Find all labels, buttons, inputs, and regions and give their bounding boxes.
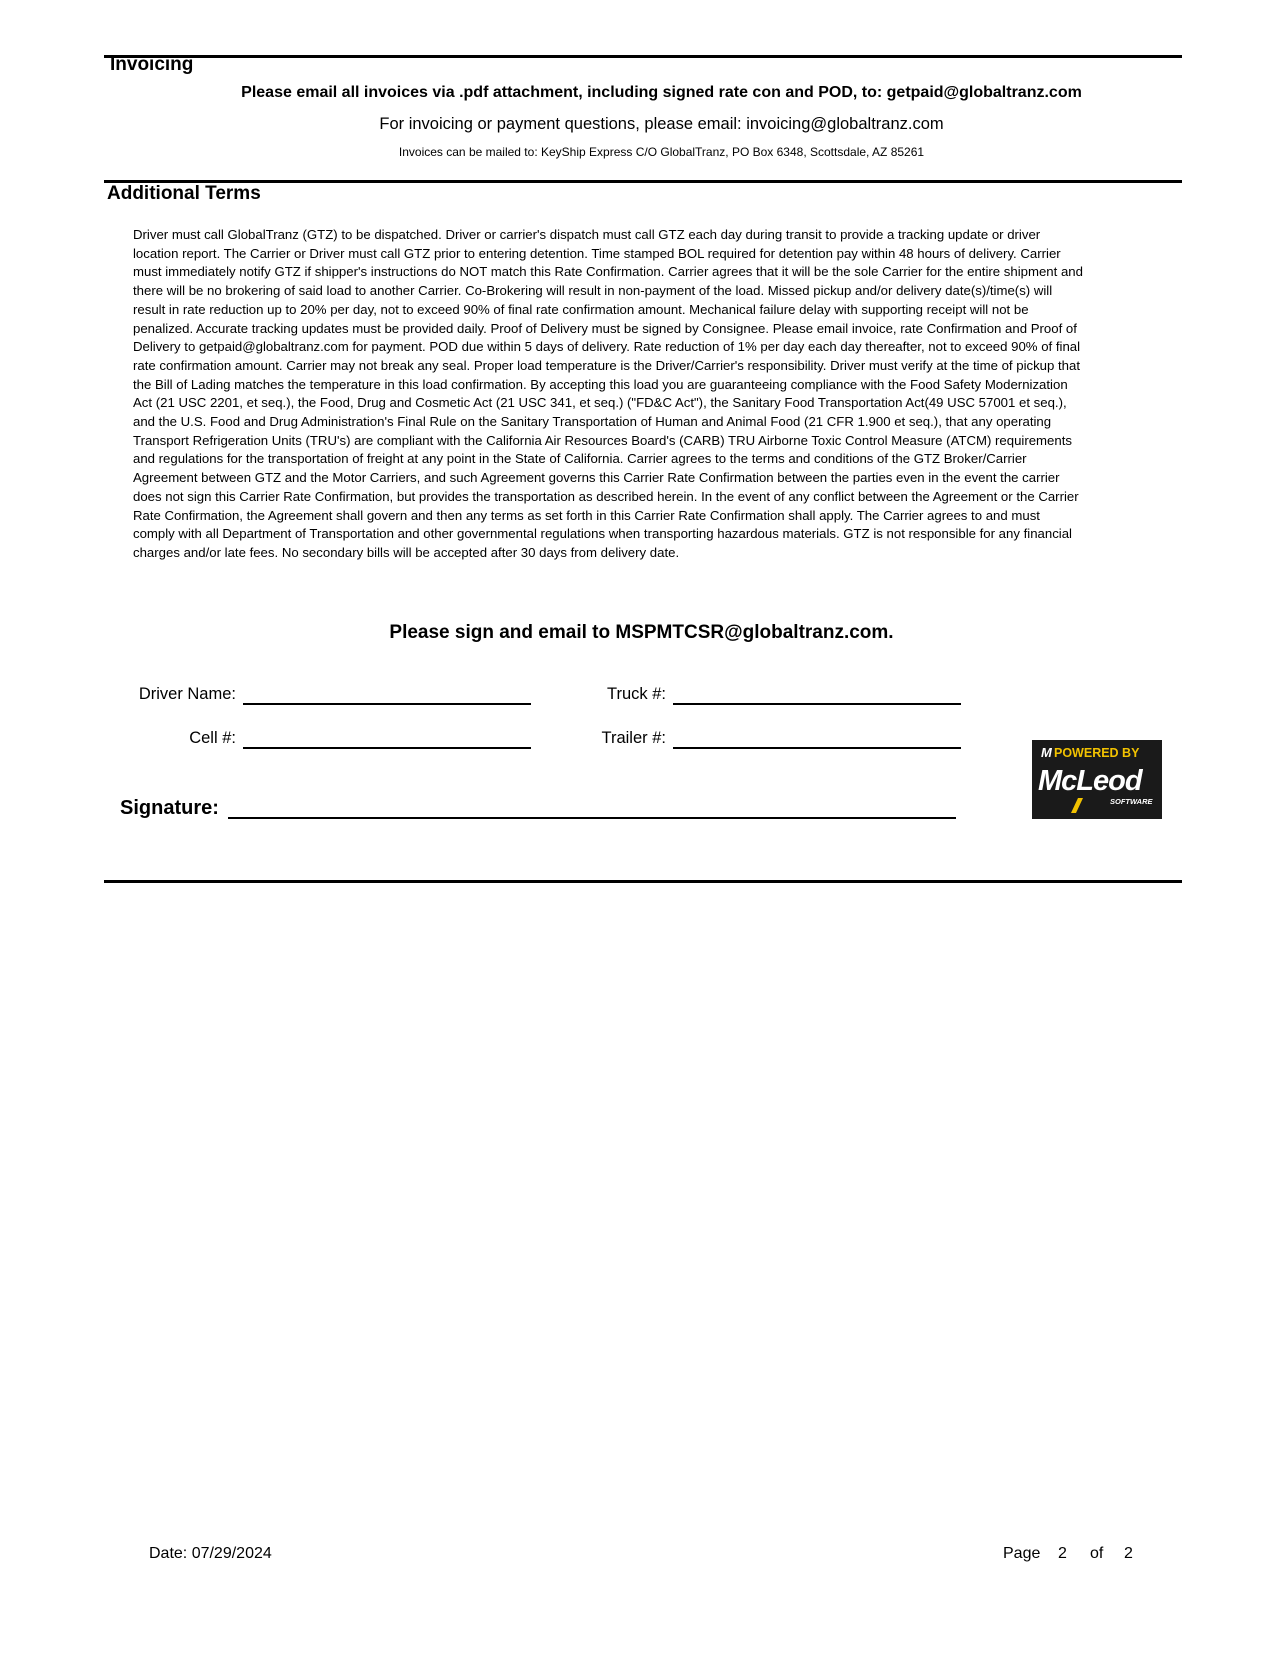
additional-terms-body: Driver must call GlobalTranz (GTZ) to be dispatched. Driver or carrier's dispatch must call GTZ each day during transit to provide a tracking update or driver location report. The Carrier or Driver must call GTZ prior to entering detention. Time stamped BOL required for detention pay within 48 hours of delivery. Carrier must immediately notify GTZ if shipper's instructions do NOT match this Rate Confirmation. Carrier agrees that it will be the sole Carrier for the entire shipment and there will be no brokering of said load to another Carrier. Co-Brokering will result in non-payment of the load. Missed pickup and/or delivery date(s)/time(s) will result in rate reduction up to 20% per day, not to exceed 90% of final rate confirmation amount. Mechanical failure delay with supporting receipt will not be penalized. Accurate tracking updates must be provided daily. Proof of Delivery must be signed by Consignee. Please email invoice, rate Confirmation and Proof of Delivery to getpaid@globaltranz.com for payment. POD due within 5 days of delivery. Rate reduction of 1% per day each day thereafter, not to exceed 90% of final rate confirmation amount. Carrier may not break any seal. Proper load temperature is the Driver/Carrier's responsibility. Driver must verify at the time of pickup that the Bill of Lading matches the temperature in this load confirmation. By accepting this load you are guaranteeing compliance with the Food Safety Modernization Act (21 USC 2201, et seq.), the Food, Drug and Cosmetic Act (21 USC 341, et seq.) ("FD&C Act"), the Sanitary Food Transportation Act(49 USC 57001 et seq.), and the U.S. Food and Drug Administration's Final Rule on the Sanitary Transportation of Human and Animal Food (21 CFR 1.900 et seq.), that any operating Transport Refrigeration Units (TRU's) are compliant with the California Air Resources Board's (CARB) TRU Airborne Toxic Control Measure (ATCM) requirements and regulations for the transportation of freight at any point in the State of California. Carrier agrees to the terms and conditions of the GTZ Broker/Carrier Agreement between GTZ and the Motor Carriers, and such Agreement governs this Carrier Rate Confirmation between the parties even in the event the carrier does not sign this Carrier Rate Confirmation, but provides the transportation as described herein. In the event of any conflict between the Agreement or the Carrier Rate Confirmation, the Agreement shall govern and then any terms as set forth in this Carrier Rate Confirmation shall apply. The Carrier agrees to and must comply with all Department of Transportation and other governmental regulations when transporting hazardous materials. GTZ is not responsible for any financial charges and/or late fees. No secondary bills will be accepted after 30 days from delivery date. (133, 227, 1083, 560)
terms-top-rule (104, 180, 1182, 183)
driver-name-field[interactable] (243, 703, 531, 705)
logo-slash-icon (1071, 798, 1083, 813)
cell-field[interactable] (243, 747, 531, 749)
truck-field[interactable] (673, 703, 961, 705)
invoicing-title: Invoicing (110, 54, 194, 75)
invoice-questions-text: For invoicing or payment questions, please email: invoicing@globaltranz.com (379, 115, 944, 133)
invoice-mailing-address: Invoices can be mailed to: KeyShip Express C/O GlobalTranz, PO Box 6348, Scottsdale, AZ 85261 (398, 145, 925, 159)
logo-brand: McLeod (1038, 765, 1142, 797)
footer-page-label: Page (1003, 1545, 1041, 1562)
logo-tagline: SOFTWARE (1110, 797, 1153, 806)
trailer-field[interactable] (673, 747, 961, 749)
footer-of-label: of (1090, 1545, 1104, 1562)
sign-email-instruction: Please sign and email to MSPMTCSR@globaltranz.com. (389, 622, 894, 643)
logo-powered-by: POWERED BY (1054, 746, 1140, 760)
truck-label: Truck #: (607, 685, 666, 703)
cell-label: Cell #: (189, 729, 236, 747)
footer-page-current: 2 (1058, 1545, 1067, 1562)
trailer-label: Trailer #: (601, 729, 666, 747)
signature-field[interactable] (228, 817, 956, 819)
footer-page-total: 2 (1124, 1545, 1133, 1562)
logo-m-mark: M (1041, 745, 1052, 760)
footer-date: Date: 07/29/2024 (149, 1545, 272, 1562)
signature-bottom-rule (104, 880, 1182, 883)
invoicing-top-rule (104, 55, 1182, 58)
invoice-email-instruction: Please email all invoices via .pdf attachment, including signed rate con and POD, to: getpaid@globaltranz.com (241, 84, 1082, 101)
additional-terms-title: Additional Terms (107, 183, 261, 204)
signature-label: Signature: (120, 797, 219, 819)
mcleod-logo (1032, 740, 1162, 819)
driver-name-label: Driver Name: (138, 685, 236, 703)
